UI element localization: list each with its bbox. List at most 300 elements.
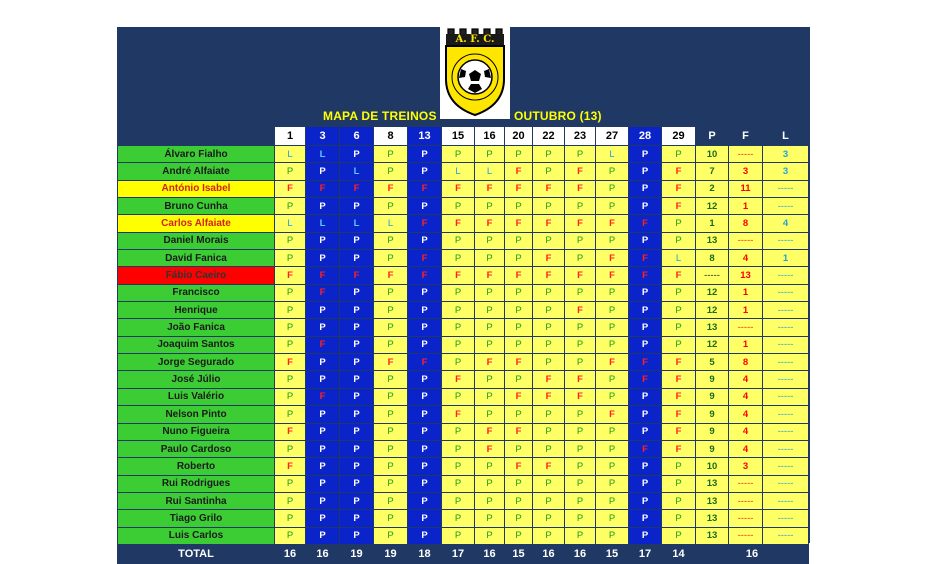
- attendance-cell[interactable]: F: [408, 215, 442, 232]
- player-name[interactable]: André Alfaiate: [118, 163, 275, 180]
- attendance-cell[interactable]: F: [565, 163, 596, 180]
- attendance-cell[interactable]: P: [565, 510, 596, 527]
- attendance-cell[interactable]: F: [505, 388, 533, 405]
- attendance-cell[interactable]: P: [629, 527, 662, 544]
- attendance-cell[interactable]: F: [662, 198, 696, 215]
- attendance-cell[interactable]: P: [662, 215, 696, 232]
- attendance-cell[interactable]: P: [662, 146, 696, 163]
- attendance-cell[interactable]: F: [408, 267, 442, 284]
- attendance-cell[interactable]: P: [533, 440, 565, 457]
- attendance-cell[interactable]: P: [596, 510, 629, 527]
- attendance-cell[interactable]: P: [306, 163, 340, 180]
- player-name[interactable]: Rui Rodrigues: [118, 475, 275, 492]
- attendance-cell[interactable]: F: [475, 423, 505, 440]
- attendance-cell[interactable]: F: [596, 215, 629, 232]
- attendance-cell[interactable]: F: [340, 180, 374, 197]
- attendance-cell[interactable]: P: [442, 302, 475, 319]
- attendance-cell[interactable]: F: [596, 406, 629, 423]
- attendance-cell[interactable]: L: [306, 215, 340, 232]
- attendance-cell[interactable]: P: [505, 492, 533, 509]
- attendance-cell[interactable]: P: [533, 284, 565, 301]
- player-name[interactable]: José Júlio: [118, 371, 275, 388]
- attendance-cell[interactable]: L: [275, 146, 306, 163]
- attendance-cell[interactable]: P: [275, 475, 306, 492]
- attendance-cell[interactable]: L: [596, 146, 629, 163]
- player-name[interactable]: Luis Carlos: [118, 527, 275, 544]
- attendance-cell[interactable]: P: [408, 475, 442, 492]
- attendance-cell[interactable]: P: [374, 510, 408, 527]
- attendance-cell[interactable]: F: [505, 267, 533, 284]
- attendance-cell[interactable]: F: [340, 267, 374, 284]
- attendance-cell[interactable]: P: [442, 336, 475, 353]
- attendance-cell[interactable]: P: [275, 198, 306, 215]
- attendance-cell[interactable]: F: [408, 354, 442, 371]
- attendance-cell[interactable]: P: [408, 198, 442, 215]
- attendance-cell[interactable]: P: [374, 527, 408, 544]
- attendance-cell[interactable]: P: [505, 250, 533, 267]
- attendance-cell[interactable]: P: [408, 440, 442, 457]
- attendance-cell[interactable]: F: [629, 440, 662, 457]
- attendance-cell[interactable]: P: [629, 475, 662, 492]
- attendance-cell[interactable]: P: [306, 371, 340, 388]
- attendance-cell[interactable]: P: [306, 510, 340, 527]
- attendance-cell[interactable]: L: [662, 250, 696, 267]
- attendance-cell[interactable]: P: [475, 198, 505, 215]
- attendance-cell[interactable]: P: [505, 406, 533, 423]
- attendance-cell[interactable]: P: [275, 388, 306, 405]
- attendance-cell[interactable]: P: [442, 198, 475, 215]
- attendance-cell[interactable]: P: [475, 388, 505, 405]
- attendance-cell[interactable]: P: [442, 284, 475, 301]
- attendance-cell[interactable]: P: [533, 319, 565, 336]
- player-name[interactable]: Fábio Caeiro: [118, 267, 275, 284]
- attendance-cell[interactable]: P: [629, 388, 662, 405]
- attendance-cell[interactable]: P: [374, 336, 408, 353]
- attendance-cell[interactable]: P: [596, 423, 629, 440]
- attendance-cell[interactable]: P: [629, 302, 662, 319]
- attendance-cell[interactable]: P: [340, 319, 374, 336]
- attendance-cell[interactable]: F: [662, 440, 696, 457]
- attendance-cell[interactable]: F: [442, 215, 475, 232]
- attendance-cell[interactable]: P: [442, 527, 475, 544]
- player-name[interactable]: Carlos Alfaiate: [118, 215, 275, 232]
- attendance-cell[interactable]: P: [340, 458, 374, 475]
- attendance-cell[interactable]: P: [475, 336, 505, 353]
- attendance-cell[interactable]: P: [662, 319, 696, 336]
- attendance-cell[interactable]: P: [533, 336, 565, 353]
- attendance-cell[interactable]: P: [340, 527, 374, 544]
- attendance-cell[interactable]: P: [306, 250, 340, 267]
- player-name[interactable]: Roberto: [118, 458, 275, 475]
- attendance-cell[interactable]: F: [306, 388, 340, 405]
- player-name[interactable]: David Fanica: [118, 250, 275, 267]
- attendance-cell[interactable]: P: [565, 284, 596, 301]
- attendance-cell[interactable]: P: [475, 492, 505, 509]
- attendance-cell[interactable]: P: [442, 146, 475, 163]
- attendance-cell[interactable]: P: [475, 250, 505, 267]
- attendance-cell[interactable]: P: [596, 336, 629, 353]
- attendance-cell[interactable]: F: [596, 250, 629, 267]
- attendance-cell[interactable]: P: [408, 492, 442, 509]
- attendance-cell[interactable]: F: [275, 180, 306, 197]
- attendance-cell[interactable]: P: [374, 440, 408, 457]
- player-name[interactable]: Daniel Morais: [118, 232, 275, 249]
- attendance-cell[interactable]: P: [629, 492, 662, 509]
- attendance-cell[interactable]: F: [475, 440, 505, 457]
- player-name[interactable]: Francisco: [118, 284, 275, 301]
- attendance-cell[interactable]: P: [662, 510, 696, 527]
- attendance-cell[interactable]: F: [408, 180, 442, 197]
- attendance-cell[interactable]: P: [442, 492, 475, 509]
- attendance-cell[interactable]: P: [596, 371, 629, 388]
- attendance-cell[interactable]: P: [340, 198, 374, 215]
- player-name[interactable]: Paulo Cardoso: [118, 440, 275, 457]
- attendance-cell[interactable]: P: [629, 423, 662, 440]
- attendance-cell[interactable]: P: [533, 527, 565, 544]
- attendance-cell[interactable]: P: [340, 284, 374, 301]
- attendance-cell[interactable]: F: [505, 180, 533, 197]
- attendance-cell[interactable]: P: [662, 458, 696, 475]
- attendance-cell[interactable]: P: [340, 371, 374, 388]
- attendance-cell[interactable]: P: [306, 492, 340, 509]
- attendance-cell[interactable]: F: [565, 302, 596, 319]
- attendance-cell[interactable]: P: [533, 423, 565, 440]
- attendance-cell[interactable]: P: [340, 475, 374, 492]
- attendance-cell[interactable]: P: [533, 146, 565, 163]
- attendance-cell[interactable]: P: [306, 440, 340, 457]
- attendance-cell[interactable]: P: [662, 475, 696, 492]
- attendance-cell[interactable]: P: [408, 388, 442, 405]
- attendance-cell[interactable]: P: [275, 302, 306, 319]
- attendance-cell[interactable]: P: [475, 458, 505, 475]
- attendance-cell[interactable]: P: [306, 423, 340, 440]
- attendance-cell[interactable]: P: [340, 440, 374, 457]
- attendance-cell[interactable]: F: [442, 371, 475, 388]
- attendance-cell[interactable]: P: [340, 146, 374, 163]
- attendance-cell[interactable]: P: [340, 510, 374, 527]
- attendance-cell[interactable]: F: [275, 458, 306, 475]
- attendance-cell[interactable]: P: [340, 232, 374, 249]
- attendance-cell[interactable]: P: [442, 423, 475, 440]
- attendance-cell[interactable]: P: [533, 354, 565, 371]
- attendance-cell[interactable]: P: [596, 458, 629, 475]
- attendance-cell[interactable]: F: [662, 180, 696, 197]
- attendance-cell[interactable]: P: [306, 354, 340, 371]
- attendance-cell[interactable]: P: [442, 510, 475, 527]
- attendance-cell[interactable]: F: [629, 215, 662, 232]
- attendance-cell[interactable]: P: [408, 302, 442, 319]
- attendance-cell[interactable]: P: [275, 406, 306, 423]
- attendance-cell[interactable]: P: [475, 475, 505, 492]
- attendance-cell[interactable]: P: [475, 284, 505, 301]
- attendance-cell[interactable]: P: [533, 302, 565, 319]
- attendance-cell[interactable]: P: [505, 371, 533, 388]
- attendance-cell[interactable]: P: [408, 510, 442, 527]
- attendance-cell[interactable]: P: [275, 510, 306, 527]
- attendance-cell[interactable]: F: [275, 267, 306, 284]
- attendance-cell[interactable]: F: [565, 180, 596, 197]
- attendance-cell[interactable]: P: [662, 527, 696, 544]
- attendance-cell[interactable]: P: [596, 440, 629, 457]
- attendance-cell[interactable]: P: [408, 371, 442, 388]
- attendance-cell[interactable]: P: [629, 198, 662, 215]
- attendance-cell[interactable]: P: [442, 354, 475, 371]
- attendance-cell[interactable]: P: [533, 163, 565, 180]
- attendance-cell[interactable]: P: [596, 198, 629, 215]
- attendance-cell[interactable]: P: [629, 319, 662, 336]
- attendance-cell[interactable]: P: [505, 510, 533, 527]
- player-name[interactable]: Nelson Pinto: [118, 406, 275, 423]
- attendance-cell[interactable]: P: [565, 146, 596, 163]
- attendance-cell[interactable]: P: [374, 198, 408, 215]
- attendance-cell[interactable]: P: [374, 284, 408, 301]
- attendance-cell[interactable]: P: [475, 319, 505, 336]
- attendance-cell[interactable]: F: [533, 250, 565, 267]
- attendance-cell[interactable]: P: [408, 319, 442, 336]
- attendance-cell[interactable]: F: [275, 354, 306, 371]
- player-name[interactable]: Álvaro Fialho: [118, 146, 275, 163]
- attendance-cell[interactable]: P: [374, 302, 408, 319]
- attendance-cell[interactable]: P: [408, 163, 442, 180]
- attendance-cell[interactable]: P: [596, 302, 629, 319]
- attendance-cell[interactable]: P: [408, 336, 442, 353]
- attendance-cell[interactable]: P: [442, 232, 475, 249]
- attendance-cell[interactable]: P: [275, 440, 306, 457]
- attendance-cell[interactable]: P: [275, 371, 306, 388]
- attendance-cell[interactable]: P: [306, 302, 340, 319]
- attendance-cell[interactable]: P: [629, 284, 662, 301]
- attendance-cell[interactable]: P: [596, 284, 629, 301]
- attendance-cell[interactable]: P: [408, 423, 442, 440]
- attendance-cell[interactable]: P: [533, 406, 565, 423]
- attendance-cell[interactable]: P: [442, 388, 475, 405]
- attendance-cell[interactable]: F: [629, 267, 662, 284]
- attendance-cell[interactable]: F: [306, 284, 340, 301]
- attendance-cell[interactable]: P: [340, 388, 374, 405]
- attendance-cell[interactable]: P: [275, 319, 306, 336]
- attendance-cell[interactable]: P: [374, 458, 408, 475]
- attendance-cell[interactable]: P: [565, 440, 596, 457]
- attendance-cell[interactable]: L: [275, 215, 306, 232]
- attendance-cell[interactable]: P: [662, 302, 696, 319]
- attendance-cell[interactable]: F: [306, 336, 340, 353]
- attendance-cell[interactable]: F: [505, 423, 533, 440]
- attendance-cell[interactable]: L: [442, 163, 475, 180]
- attendance-cell[interactable]: F: [408, 250, 442, 267]
- attendance-cell[interactable]: P: [442, 250, 475, 267]
- attendance-cell[interactable]: F: [662, 406, 696, 423]
- attendance-cell[interactable]: F: [374, 354, 408, 371]
- attendance-cell[interactable]: P: [565, 492, 596, 509]
- attendance-cell[interactable]: P: [662, 336, 696, 353]
- attendance-cell[interactable]: P: [442, 440, 475, 457]
- attendance-cell[interactable]: P: [596, 319, 629, 336]
- attendance-cell[interactable]: P: [629, 232, 662, 249]
- attendance-cell[interactable]: P: [306, 527, 340, 544]
- attendance-cell[interactable]: F: [565, 215, 596, 232]
- attendance-cell[interactable]: P: [340, 336, 374, 353]
- attendance-cell[interactable]: P: [275, 492, 306, 509]
- attendance-cell[interactable]: P: [340, 354, 374, 371]
- attendance-cell[interactable]: F: [662, 267, 696, 284]
- attendance-cell[interactable]: P: [596, 527, 629, 544]
- attendance-cell[interactable]: F: [629, 354, 662, 371]
- attendance-cell[interactable]: P: [565, 198, 596, 215]
- attendance-cell[interactable]: P: [374, 250, 408, 267]
- attendance-cell[interactable]: P: [565, 423, 596, 440]
- attendance-cell[interactable]: P: [408, 527, 442, 544]
- attendance-cell[interactable]: P: [565, 250, 596, 267]
- player-name[interactable]: Tiago Grilo: [118, 510, 275, 527]
- attendance-cell[interactable]: F: [629, 371, 662, 388]
- attendance-cell[interactable]: F: [475, 354, 505, 371]
- attendance-cell[interactable]: P: [374, 163, 408, 180]
- player-name[interactable]: Luis Valério: [118, 388, 275, 405]
- attendance-cell[interactable]: P: [340, 302, 374, 319]
- attendance-cell[interactable]: F: [533, 388, 565, 405]
- attendance-cell[interactable]: P: [505, 146, 533, 163]
- attendance-cell[interactable]: F: [629, 250, 662, 267]
- attendance-cell[interactable]: P: [408, 146, 442, 163]
- attendance-cell[interactable]: P: [505, 198, 533, 215]
- attendance-cell[interactable]: P: [340, 492, 374, 509]
- attendance-cell[interactable]: P: [505, 284, 533, 301]
- attendance-cell[interactable]: P: [565, 336, 596, 353]
- attendance-cell[interactable]: P: [596, 475, 629, 492]
- player-name[interactable]: António Isabel: [118, 180, 275, 197]
- attendance-cell[interactable]: P: [533, 492, 565, 509]
- attendance-cell[interactable]: P: [565, 354, 596, 371]
- attendance-cell[interactable]: P: [565, 232, 596, 249]
- attendance-cell[interactable]: P: [505, 440, 533, 457]
- attendance-cell[interactable]: P: [374, 371, 408, 388]
- attendance-cell[interactable]: F: [565, 267, 596, 284]
- attendance-cell[interactable]: F: [374, 180, 408, 197]
- attendance-cell[interactable]: P: [662, 284, 696, 301]
- attendance-cell[interactable]: L: [475, 163, 505, 180]
- attendance-cell[interactable]: P: [374, 319, 408, 336]
- attendance-cell[interactable]: L: [306, 146, 340, 163]
- attendance-cell[interactable]: F: [505, 163, 533, 180]
- attendance-cell[interactable]: P: [533, 475, 565, 492]
- attendance-cell[interactable]: P: [596, 232, 629, 249]
- attendance-cell[interactable]: P: [533, 510, 565, 527]
- attendance-cell[interactable]: P: [408, 284, 442, 301]
- attendance-cell[interactable]: P: [374, 406, 408, 423]
- attendance-cell[interactable]: P: [505, 302, 533, 319]
- attendance-cell[interactable]: F: [475, 267, 505, 284]
- attendance-cell[interactable]: P: [306, 319, 340, 336]
- attendance-cell[interactable]: P: [475, 302, 505, 319]
- attendance-cell[interactable]: F: [565, 371, 596, 388]
- attendance-cell[interactable]: P: [275, 527, 306, 544]
- attendance-cell[interactable]: P: [374, 146, 408, 163]
- attendance-cell[interactable]: F: [442, 267, 475, 284]
- attendance-cell[interactable]: P: [340, 423, 374, 440]
- attendance-cell[interactable]: P: [306, 458, 340, 475]
- attendance-cell[interactable]: F: [505, 458, 533, 475]
- player-name[interactable]: Bruno Cunha: [118, 198, 275, 215]
- attendance-cell[interactable]: P: [533, 232, 565, 249]
- attendance-cell[interactable]: P: [662, 232, 696, 249]
- attendance-cell[interactable]: P: [442, 458, 475, 475]
- attendance-cell[interactable]: P: [275, 232, 306, 249]
- player-name[interactable]: Henrique: [118, 302, 275, 319]
- attendance-cell[interactable]: F: [505, 354, 533, 371]
- attendance-cell[interactable]: P: [374, 492, 408, 509]
- attendance-cell[interactable]: P: [475, 527, 505, 544]
- attendance-cell[interactable]: P: [596, 492, 629, 509]
- attendance-cell[interactable]: P: [629, 458, 662, 475]
- attendance-cell[interactable]: P: [629, 336, 662, 353]
- attendance-cell[interactable]: P: [629, 163, 662, 180]
- attendance-cell[interactable]: F: [533, 180, 565, 197]
- attendance-cell[interactable]: P: [374, 423, 408, 440]
- attendance-cell[interactable]: P: [475, 406, 505, 423]
- attendance-cell[interactable]: P: [565, 319, 596, 336]
- attendance-cell[interactable]: P: [505, 232, 533, 249]
- attendance-cell[interactable]: P: [565, 406, 596, 423]
- attendance-cell[interactable]: P: [596, 180, 629, 197]
- attendance-cell[interactable]: F: [442, 180, 475, 197]
- attendance-cell[interactable]: P: [505, 319, 533, 336]
- attendance-cell[interactable]: F: [505, 215, 533, 232]
- attendance-cell[interactable]: P: [565, 527, 596, 544]
- attendance-cell[interactable]: L: [340, 163, 374, 180]
- attendance-cell[interactable]: P: [340, 406, 374, 423]
- attendance-cell[interactable]: P: [340, 250, 374, 267]
- attendance-cell[interactable]: P: [374, 232, 408, 249]
- attendance-cell[interactable]: P: [596, 388, 629, 405]
- attendance-cell[interactable]: P: [275, 163, 306, 180]
- attendance-cell[interactable]: F: [306, 180, 340, 197]
- player-name[interactable]: Joaquim Santos: [118, 336, 275, 353]
- player-name[interactable]: Jorge Segurado: [118, 354, 275, 371]
- attendance-cell[interactable]: P: [408, 458, 442, 475]
- attendance-cell[interactable]: F: [442, 406, 475, 423]
- attendance-cell[interactable]: F: [275, 423, 306, 440]
- attendance-cell[interactable]: F: [565, 388, 596, 405]
- attendance-cell[interactable]: F: [596, 354, 629, 371]
- attendance-cell[interactable]: P: [629, 510, 662, 527]
- attendance-cell[interactable]: P: [374, 388, 408, 405]
- attendance-cell[interactable]: P: [442, 475, 475, 492]
- attendance-cell[interactable]: P: [505, 336, 533, 353]
- attendance-cell[interactable]: P: [306, 406, 340, 423]
- attendance-cell[interactable]: P: [565, 475, 596, 492]
- player-name[interactable]: Nuno Figueira: [118, 423, 275, 440]
- attendance-cell[interactable]: F: [533, 215, 565, 232]
- attendance-cell[interactable]: P: [408, 406, 442, 423]
- attendance-cell[interactable]: F: [533, 371, 565, 388]
- attendance-cell[interactable]: P: [475, 146, 505, 163]
- attendance-cell[interactable]: P: [306, 475, 340, 492]
- attendance-cell[interactable]: P: [505, 527, 533, 544]
- attendance-cell[interactable]: P: [475, 510, 505, 527]
- attendance-cell[interactable]: F: [475, 180, 505, 197]
- attendance-cell[interactable]: F: [475, 215, 505, 232]
- attendance-cell[interactable]: F: [374, 267, 408, 284]
- attendance-cell[interactable]: P: [475, 371, 505, 388]
- attendance-cell[interactable]: F: [662, 354, 696, 371]
- attendance-cell[interactable]: F: [662, 163, 696, 180]
- attendance-cell[interactable]: P: [408, 232, 442, 249]
- attendance-cell[interactable]: P: [275, 284, 306, 301]
- player-name[interactable]: João Fanica: [118, 319, 275, 336]
- attendance-cell[interactable]: F: [662, 371, 696, 388]
- attendance-cell[interactable]: F: [596, 267, 629, 284]
- player-name[interactable]: Rui Santinha: [118, 492, 275, 509]
